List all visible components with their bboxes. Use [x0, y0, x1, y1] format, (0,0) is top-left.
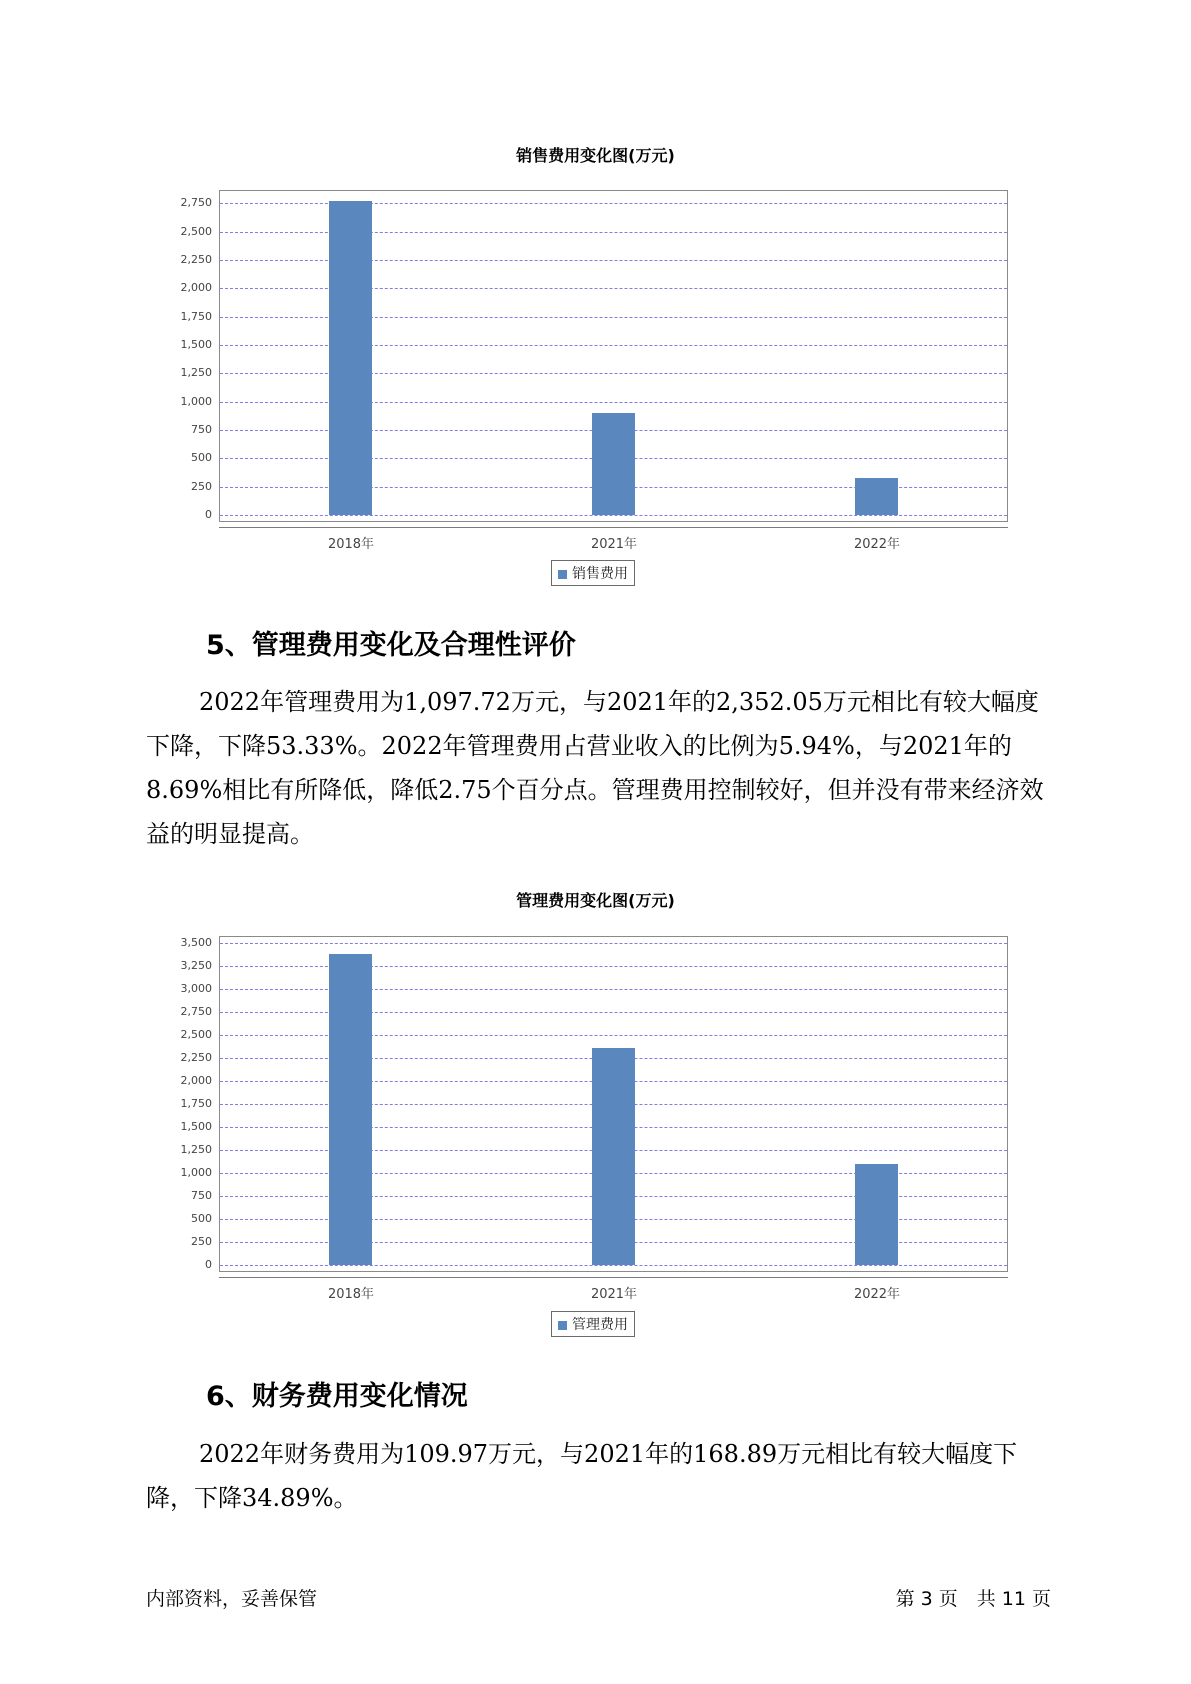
chart2-legend — [551, 1311, 635, 1337]
chart1-legend-swatch — [558, 570, 567, 579]
chart2-bar-2 — [592, 1048, 635, 1265]
chart2-y-tick-label: 2,500 — [180, 1028, 212, 1041]
chart1-y-tick-label: 0 — [205, 508, 212, 521]
chart1-y-tick-label: 1,000 — [180, 395, 212, 408]
chart2-bar-1 — [329, 954, 372, 1265]
chart1-y-tick-label: 500 — [191, 451, 212, 464]
chart2-gridline — [220, 943, 1007, 944]
chart2-y-tick-label: 3,250 — [180, 959, 212, 972]
chart2-y-tick-label: 500 — [191, 1212, 212, 1225]
chart1-bar-2 — [592, 413, 635, 515]
footer-confidential-note: 内部资料，妥善保管 — [146, 1588, 318, 1610]
chart2-legend-swatch — [558, 1321, 567, 1330]
chart1-x-tick-label: 2021年 — [590, 537, 638, 552]
chart2-y-tick-label: 2,000 — [180, 1074, 212, 1087]
chart1-y-tick-label: 1,750 — [180, 310, 212, 323]
chart2-x-tick-label: 2022年 — [853, 1287, 901, 1302]
chart1-bar-1 — [329, 201, 372, 515]
chart2-y-tick-label: 0 — [205, 1258, 212, 1271]
chart1-y-tick-label: 750 — [191, 423, 212, 436]
chart1-y-tick-label: 2,250 — [180, 253, 212, 266]
chart1-y-tick-label: 2,500 — [180, 225, 212, 238]
chart1-y-tick-label: 1,250 — [180, 366, 212, 379]
section6-heading: 6、财务费用变化情况 — [206, 1381, 468, 1412]
chart1-bar-3 — [855, 478, 898, 515]
section6-paragraph: 2022年财务费用为109.97万元，与2021年的168.89万元相比有较大幅度下降，下降34.89%。 — [146, 1440, 1018, 1512]
chart1-x-tick-label: 2022年 — [853, 537, 901, 552]
chart1-legend-label: 销售费用 — [572, 566, 628, 582]
section5-heading: 5、管理费用变化及合理性评价 — [206, 630, 576, 661]
chart1-y-tick-label: 1,500 — [180, 338, 212, 351]
chart2-y-tick-label: 1,000 — [180, 1166, 212, 1179]
chart2-bar-3 — [855, 1164, 898, 1265]
chart2-x-tick-label: 2021年 — [590, 1287, 638, 1302]
chart2-gridline — [220, 1265, 1007, 1266]
chart2-y-tick-label: 1,500 — [180, 1120, 212, 1133]
chart2-y-tick-label: 3,000 — [180, 982, 212, 995]
chart2-y-tick-label: 750 — [191, 1189, 212, 1202]
chart1-x-axis — [219, 527, 1008, 528]
chart2-y-tick-label: 2,250 — [180, 1051, 212, 1064]
chart1-gridline — [220, 515, 1007, 516]
chart2-x-axis — [219, 1277, 1008, 1278]
footer-page-number: 第 3 页 共 11 页 — [895, 1588, 1051, 1610]
chart2-y-tick-label: 3,500 — [180, 936, 212, 949]
chart2-x-tick-label: 2018年 — [327, 1287, 375, 1302]
section5-paragraph: 2022年管理费用为1,097.72万元，与2021年的2,352.05万元相比有较大幅度下降，下降53.33%。2022年管理费用占营业收入的比例为5.94%，与2021年的8.69%相比有所降低，降低2.75个百分点。管理费用控制较好，但并没有带来经济效益的明显提高。 — [146, 688, 1044, 848]
chart1-legend — [551, 560, 635, 586]
chart2-y-tick-label: 1,750 — [180, 1097, 212, 1110]
chart2-y-tick-label: 250 — [191, 1235, 212, 1248]
chart1-y-tick-label: 2,000 — [180, 281, 212, 294]
chart1-x-tick-label: 2018年 — [327, 537, 375, 552]
chart2-legend-label: 管理费用 — [572, 1317, 628, 1333]
chart1-title: 销售费用变化图(万元) — [516, 146, 675, 165]
chart2-title: 管理费用变化图(万元) — [516, 891, 675, 910]
chart2-y-tick-label: 2,750 — [180, 1005, 212, 1018]
chart1-y-tick-label: 2,750 — [180, 196, 212, 209]
chart2-y-tick-label: 1,250 — [180, 1143, 212, 1156]
chart1-y-tick-label: 250 — [191, 480, 212, 493]
